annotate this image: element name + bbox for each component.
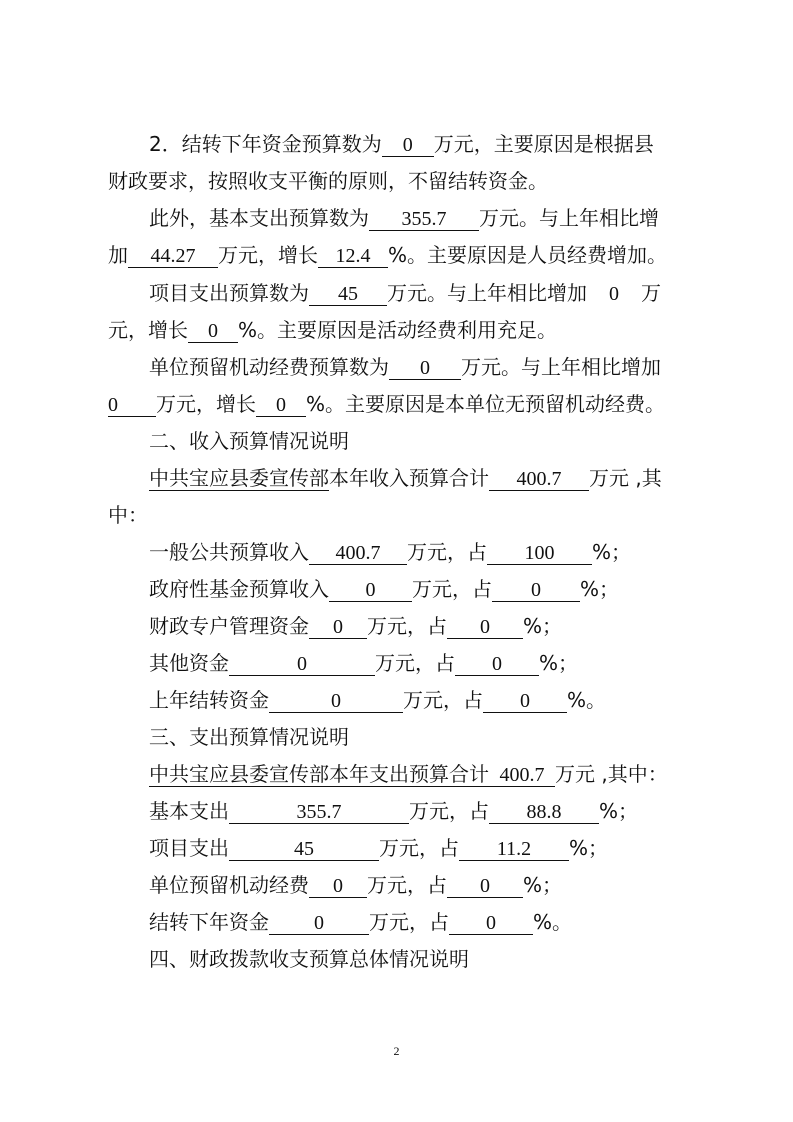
text: 项目支出预算数为 [149, 281, 309, 305]
expense-reserve [149, 871, 562, 899]
text: 万元，占 [412, 577, 492, 601]
basic-expense-amount: 355.7 [369, 208, 479, 231]
text: %。 [567, 688, 607, 712]
text: 财政专户管理资金 [149, 614, 309, 638]
text: 万元。与上年相比增加 [461, 355, 661, 379]
text: 其他资金 [149, 651, 229, 675]
text: 中： [108, 503, 148, 527]
amount: 400.7 [309, 542, 407, 565]
amount: 0 [269, 690, 403, 713]
text: 财政要求，按照收支平衡的原则，不留结转资金。 [108, 169, 548, 193]
income-special-account [149, 612, 562, 640]
text: %。主要原因是活动经费利用充足。 [238, 318, 558, 342]
text: 结转下年资金 [149, 910, 269, 934]
text: 万元。与上年相比增 [479, 206, 659, 230]
text: %； [592, 540, 632, 564]
text: %； [580, 577, 620, 601]
income-government-fund [149, 575, 619, 603]
text: 元，增长 [108, 318, 188, 342]
paragraph-project-line2 [108, 316, 557, 344]
project-expense-amount: 45 [309, 283, 387, 306]
text: 基本支出 [149, 799, 229, 823]
text: %； [523, 614, 563, 638]
percent: 0 [483, 690, 567, 713]
percent: 88.8 [489, 801, 599, 824]
amount: 0 [269, 912, 369, 935]
text: 万元，增长 [156, 392, 256, 416]
amount: 0 [309, 616, 367, 639]
text: 万元，占 [369, 910, 449, 934]
org-name: 中共宝应县委宣传部 [149, 466, 329, 490]
project-increase-amount: 0 [609, 283, 619, 305]
percent: 0 [447, 875, 523, 898]
amount: 0 [229, 653, 375, 676]
text: 万元 ,其 [589, 466, 662, 490]
paragraph-basic-line1 [149, 204, 659, 232]
basic-growth-rate: 12.4 [318, 245, 388, 268]
text: 2．结转下年资金预算数为 [149, 132, 382, 156]
text: 万元，占 [367, 873, 447, 897]
basic-increase-amount: 44.27 [128, 245, 218, 268]
amount: 0 [309, 875, 367, 898]
expense-basic [149, 797, 638, 825]
text: %。 [533, 910, 573, 934]
heading-fiscal-appropriation [149, 945, 469, 973]
text: 万元，增长 [218, 243, 318, 267]
project-growth-rate: 0 [188, 320, 238, 343]
income-previous-carryover [149, 686, 606, 714]
heading-income-budget [149, 427, 349, 455]
percent: 0 [492, 579, 580, 602]
reserve-increase-amount: 0 [108, 394, 156, 417]
text: 本年收入预算合计 [329, 466, 489, 490]
percent: 0 [455, 653, 539, 676]
text: 万 [641, 281, 661, 305]
expense-carryover-next-year [149, 908, 572, 936]
paragraph-carryover-line2 [108, 167, 548, 195]
text: %； [523, 873, 563, 897]
amount: 0 [329, 579, 412, 602]
income-total-line2 [108, 501, 148, 529]
income-general-public [149, 538, 631, 566]
text: %； [539, 651, 579, 675]
text: 万元，占 [379, 836, 459, 860]
income-total-line1 [149, 464, 662, 492]
text: 万元，占 [375, 651, 455, 675]
text: %。主要原因是人员经费增加。 [388, 243, 668, 267]
expense-project [149, 834, 608, 862]
heading-expense-budget [149, 723, 349, 751]
expense-total-amount: 400.7 [489, 764, 555, 787]
income-total-amount: 400.7 [489, 468, 589, 491]
text: 上年结转资金 [149, 688, 269, 712]
reserve-amount: 0 [389, 357, 461, 380]
text: 万元，主要原因是根据县 [433, 132, 654, 156]
text: 万元 ,其中： [555, 762, 668, 786]
paragraph-carryover-line1 [149, 130, 654, 158]
text: 万元，占 [407, 540, 487, 564]
text: %； [569, 836, 609, 860]
text: 此外，基本支出预算数为 [149, 206, 369, 230]
text: 万元，占 [409, 799, 489, 823]
text: 单位预留机动经费 [149, 873, 309, 897]
paragraph-basic-line2 [108, 241, 667, 269]
text: %。主要原因是本单位无预留机动经费。 [306, 392, 666, 416]
amount: 45 [229, 838, 379, 861]
text: 一般公共预算收入 [149, 540, 309, 564]
text: 万元。与上年相比增加 [387, 281, 587, 305]
text: 万元，占 [367, 614, 447, 638]
text: 项目支出 [149, 836, 229, 860]
text: 万元，占 [403, 688, 483, 712]
text: 加 [108, 243, 128, 267]
org-expense-total-label: 中共宝应县委宣传部本年支出预算合计 [149, 762, 489, 786]
percent: 0 [449, 912, 533, 935]
text: 单位预留机动经费预算数为 [149, 355, 389, 379]
text: 四、财政拨款收支预算总体情况说明 [149, 947, 469, 971]
text: 二、收入预算情况说明 [149, 429, 349, 453]
text: 三、支出预算情况说明 [149, 725, 349, 749]
amount: 355.7 [229, 801, 409, 824]
carryover-amount: 0 [382, 134, 434, 157]
percent: 100 [487, 542, 592, 565]
percent: 0 [447, 616, 523, 639]
income-other-funds [149, 649, 578, 677]
expense-total-line [149, 760, 668, 788]
paragraph-reserve-line2 [108, 390, 665, 418]
paragraph-project-line1 [149, 279, 661, 308]
paragraph-reserve-line1 [149, 353, 661, 381]
page-number: 2 [393, 1044, 400, 1058]
percent: 11.2 [459, 838, 569, 861]
reserve-growth-rate: 0 [256, 394, 306, 417]
text: 政府性基金预算收入 [149, 577, 329, 601]
text: %； [599, 799, 639, 823]
